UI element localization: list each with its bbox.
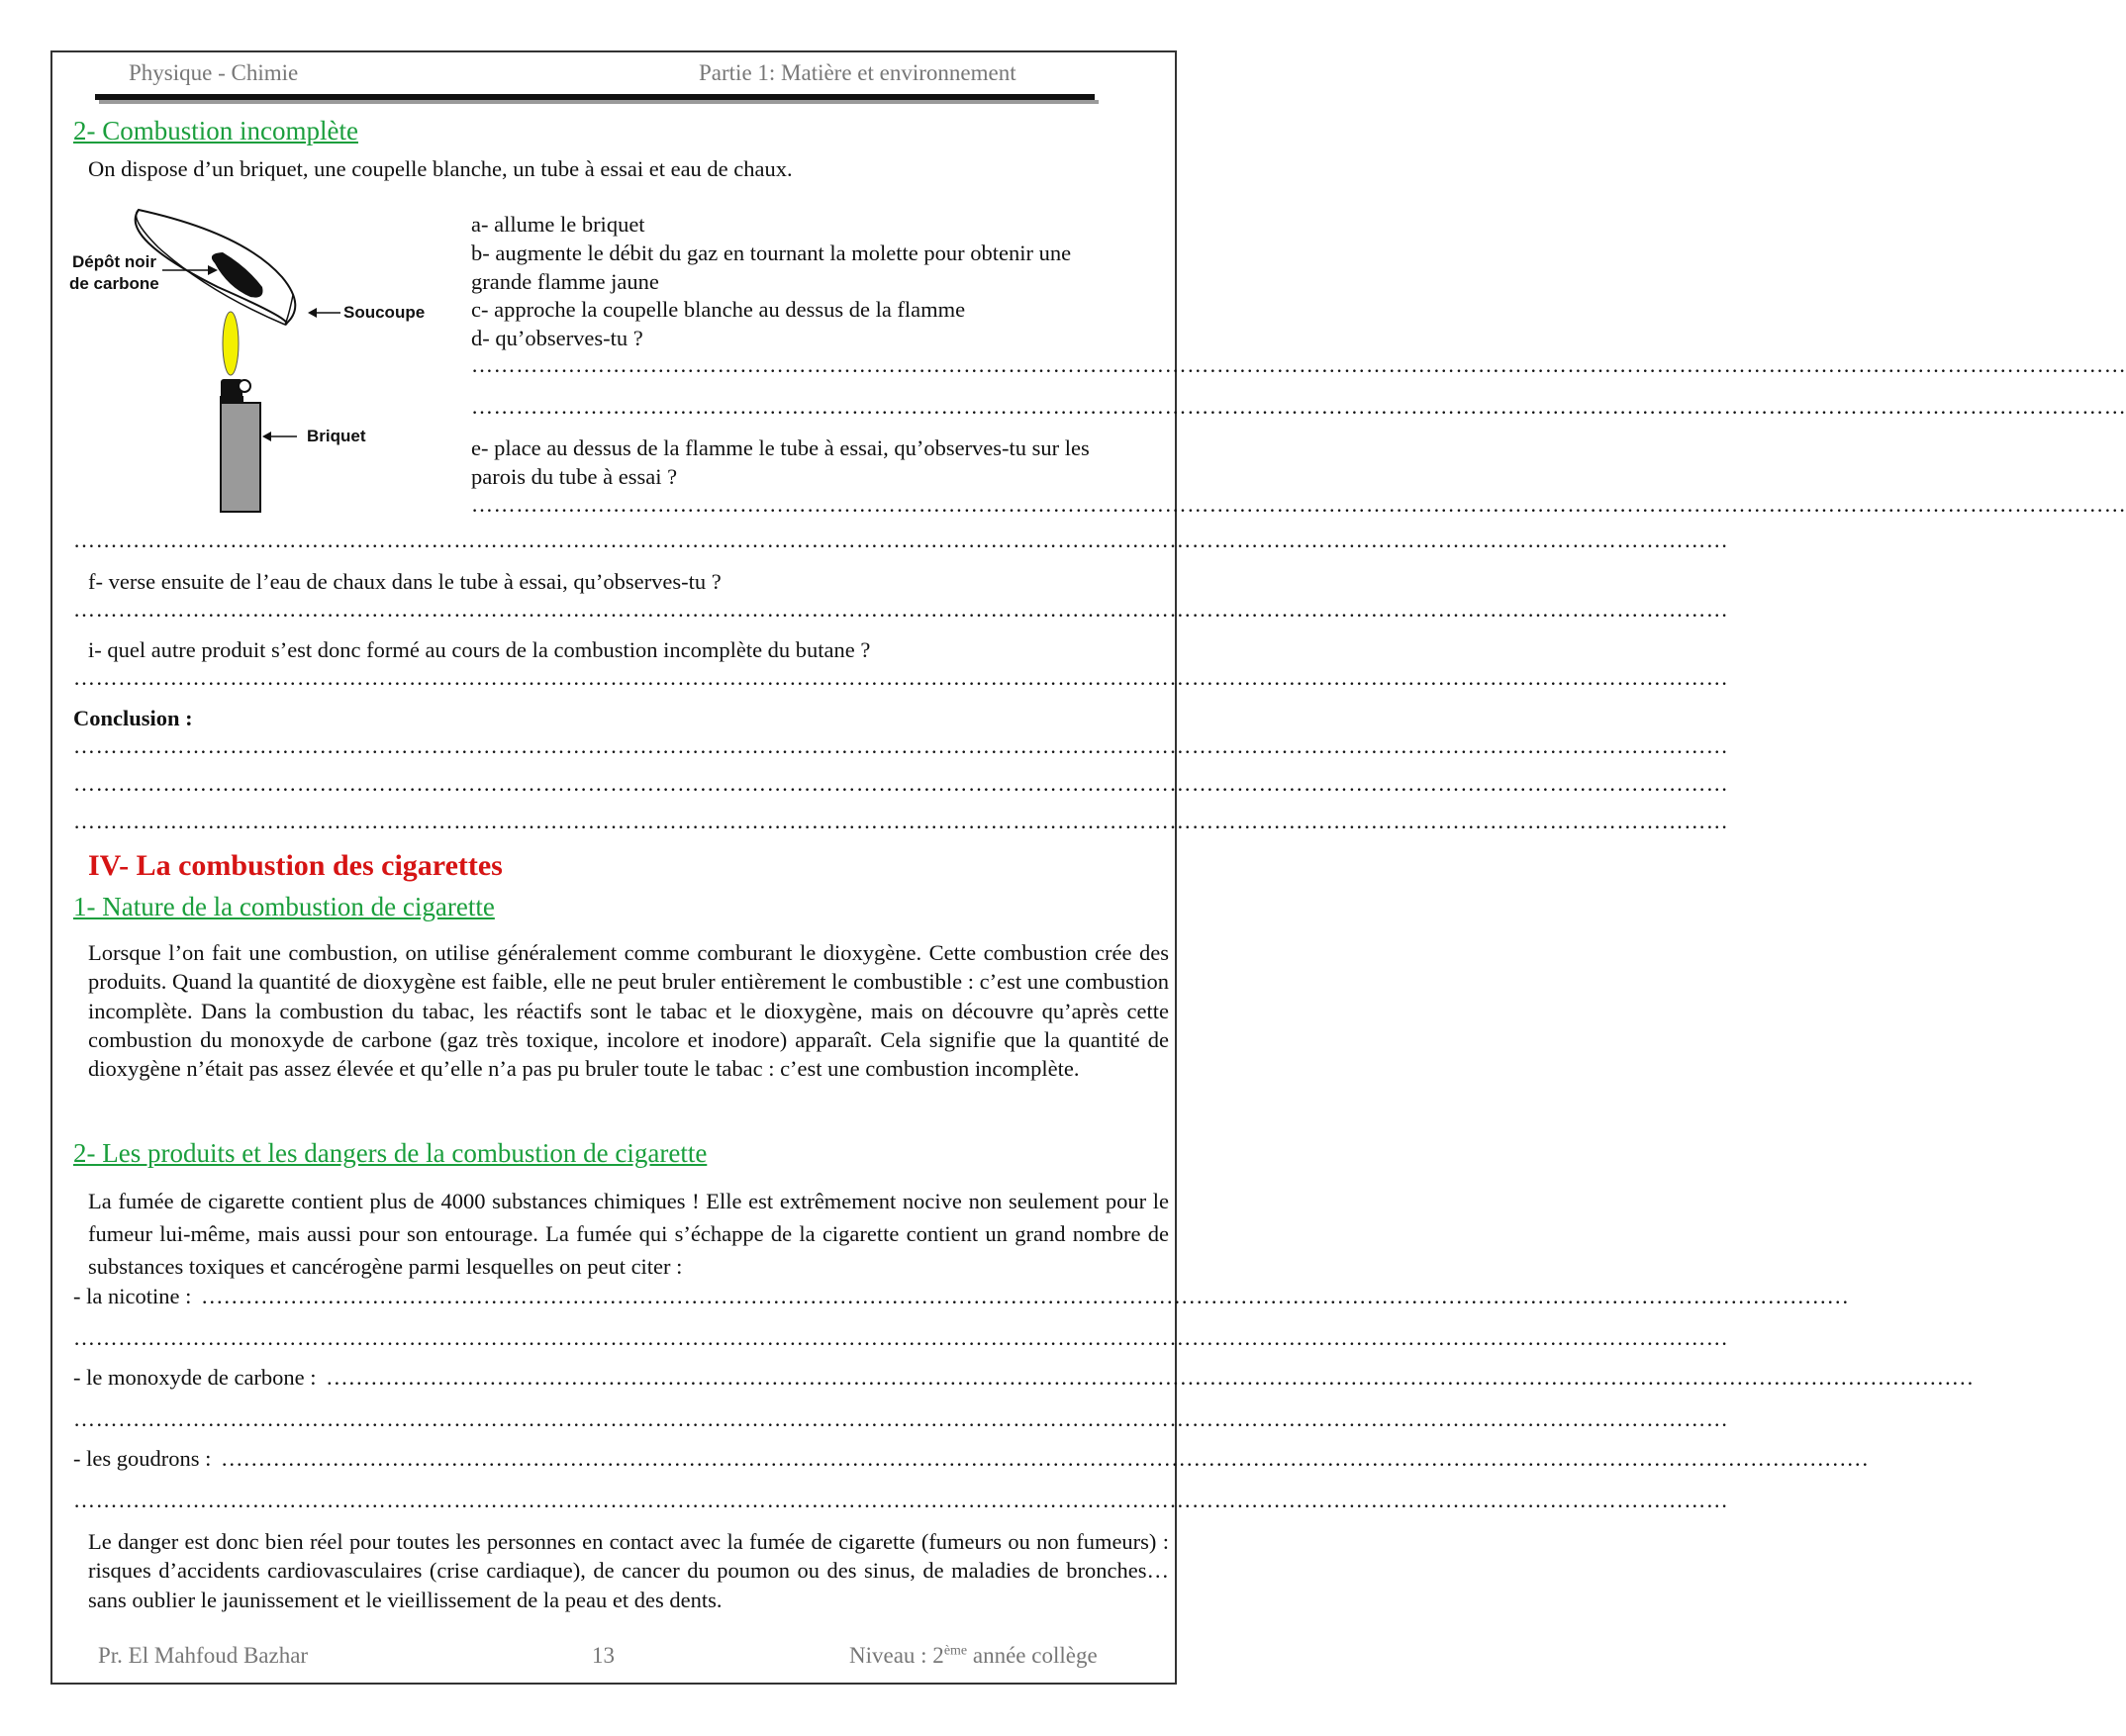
answer-line-e1: …………………………………………………………………………………………………………………………………………………………………………………………………… [471,492,2126,517]
answer-line-f: …………………………………………………………………………………………………………………………………………………………………………………………………… [73,597,1729,622]
item-co [73,1365,1975,1397]
header-subject: Physique - Chimie [129,60,299,85]
header-part: Partie 1: Matière et environnement [699,60,1016,85]
answer-line-i: …………………………………………………………………………………………………………………………………………………………………………………………………… [73,665,1729,690]
step-a: a- allume le briquet [471,212,645,237]
step-c: c- approche la coupelle blanche au dessus de la flamme [471,297,966,322]
step-e-line1: e- place au dessus de la flamme le tube à essai, qu’observes-tu sur les [471,435,1090,460]
footer-author: Pr. El Mahfoud Bazhar [98,1643,309,1668]
conclusion-label: Conclusion : [73,706,193,730]
nature-paragraph: Lorsque l’on fait une combustion, on utilise généralement comme comburant le dioxygène. Cette combustion crée des produits. Quand la quantité de dioxygène est faible, elle ne peut bruler entièrement le combustible : c’est une combustion incomplète. Dans la combustion du tabac, les réactifs sont le tabac et le dioxygène, mais on découvre qu’après cette combustion du monoxyde de carbone (gaz très toxique, incolore et inodore) apparaît. Cela signifie que la quantité de dioxygène n’était pas assez élevée et qu’elle n’a pas pu bruler toute le tabac : c’est une combustion incomplète. [88,940,1169,1082]
label-depot-2: de carbone [69,274,159,293]
item-goudrons-dots: …………………………………………………………………………………………………………………………………………………………………………………………………… [221,1446,1869,1471]
lighter-body [221,403,260,512]
answer-line-e2: …………………………………………………………………………………………………………………………………………………………………………………………………… [73,528,1729,552]
conclusion-line-2: …………………………………………………………………………………………………………………………………………………………………………………………………… [73,771,1729,796]
step-f: f- verse ensuite de l’eau de chaux dans le tube à essai, qu’observes-tu ? [88,569,722,594]
section-title-nature: 1- Nature de la combustion de cigarette [73,892,495,921]
section-title-combustion-incomplete: 2- Combustion incomplète [73,116,358,145]
arrow-briquet-head [262,432,271,441]
danger-conclusion-paragraph: Le danger est donc bien réel pour toutes les personnes en contact avec la fumée de cigarette (fumeurs ou non fumeurs) : risques d’accidents cardiovasculaires (crise cardiaque), de cancer du poumon ou des sinus, de maladies de bronches… sans oublier le jaunissement et le vieillissement de la peau et des dents. [88,1529,1169,1612]
label-briquet: Briquet [307,427,366,445]
footer-level [849,1643,1098,1669]
footer-level-suffix: année collège [967,1643,1098,1668]
part4-title: IV- La combustion des cigarettes [88,849,503,882]
answer-line-d1: …………………………………………………………………………………………………………………………………………………………………………………………………… [471,352,2126,377]
flame-shape [223,312,239,375]
item-co-dots: …………………………………………………………………………………………………………………………………………………………………………………………………… [326,1365,1975,1390]
header-rule-shadow [99,100,1099,104]
answer-line-co: …………………………………………………………………………………………………………………………………………………………………………………………………… [73,1406,1729,1431]
step-d: d- qu’observes-tu ? [471,326,643,350]
step-b-line2: grande flamme jaune [471,269,659,294]
lighter-wheel [239,380,250,392]
answer-line-nicotine: …………………………………………………………………………………………………………………………………………………………………………………………………… [73,1325,1729,1350]
answer-line-goudrons: …………………………………………………………………………………………………………………………………………………………………………………………………… [73,1488,1729,1512]
step-e-line2: parois du tube à essai ? [471,464,678,489]
conclusion-line-3: …………………………………………………………………………………………………………………………………………………………………………………………………… [73,809,1729,833]
item-nicotine-label: - la nicotine : [73,1284,201,1308]
step-b-line1: b- augmente le débit du gaz en tournant la molette pour obtenir une [471,241,1072,265]
footer-level-sup: ème [943,1643,968,1659]
answer-line-d2: …………………………………………………………………………………………………………………………………………………………………………………………………… [471,394,2126,419]
item-goudrons-label: - les goudrons : [73,1446,221,1471]
label-soucoupe: Soucoupe [343,303,426,322]
footer-level-prefix: Niveau : 2 [849,1643,944,1668]
label-depot-1: Dépôt noir [72,252,156,271]
section-title-dangers: 2- Les produits et les dangers de la combustion de cigarette [73,1138,708,1168]
lighter-figure [59,198,455,520]
conclusion-line-1: …………………………………………………………………………………………………………………………………………………………………………………………………… [73,733,1729,758]
dish-shape [136,210,296,325]
footer-page-number: 13 [592,1643,615,1668]
intro-text: On dispose d’un briquet, une coupelle blanche, un tube à essai et eau de chaux. [88,156,793,181]
item-goudrons [73,1446,1869,1478]
header-rule [95,94,1095,100]
arrow-soucoupe-head [308,308,317,318]
item-nicotine [73,1284,1849,1315]
item-nicotine-dots: …………………………………………………………………………………………………………………………………………………………………………………………………… [200,1284,1849,1308]
item-co-label: - le monoxyde de carbone : [73,1365,326,1390]
dangers-paragraph: La fumée de cigarette contient plus de 4000 substances chimiques ! Elle est extrêmement nocive non seulement pour le fumeur lui-même, mais aussi pour son entourage. La fumée qui s’échappe de la cigarette contient un grand nombre de substances toxiques et cancérogène parmi lesquelles on peut citer : [88,1189,1169,1279]
step-i: i- quel autre produit s’est donc formé au cours de la combustion incomplète du butane ? [88,637,871,662]
